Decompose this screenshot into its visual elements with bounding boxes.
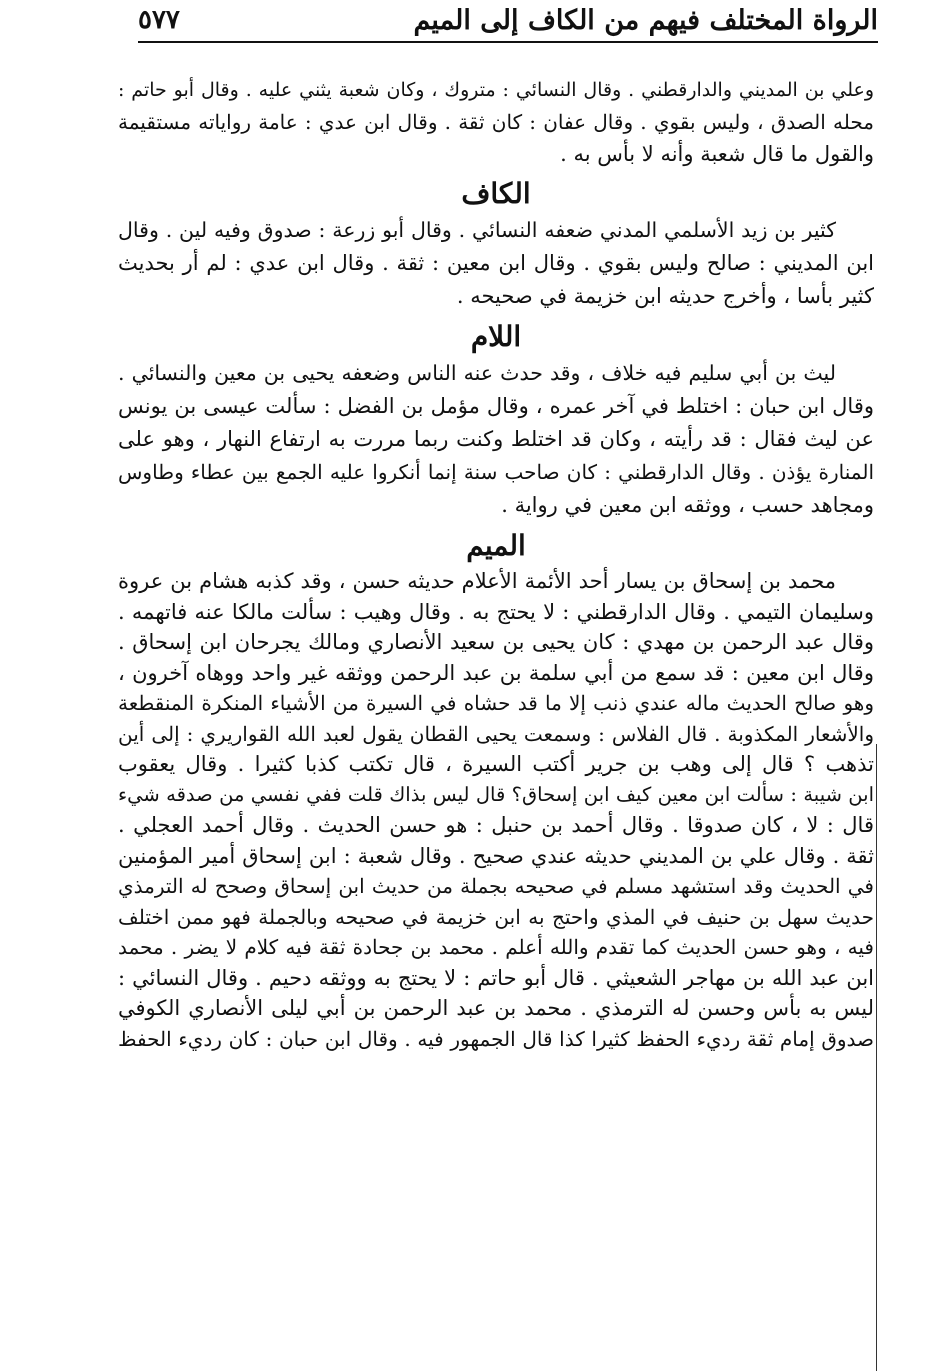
text-line: وعلي بن المديني والدارقطني . وقال النسائي : متروك ، وكان شعبة يثني عليه . وقال أبو حاتم : (118, 79, 874, 101)
text-line: حديث سهل بن حنيف في المذي واحتج به ابن خزيمة في صحيحه وبالجملة فهو ممن اختلف (118, 904, 874, 929)
text-line: ثقة . وقال علي بن المديني حديثه عندي صحيح . وقال شعبة : ابن إسحاق أمير المؤمنين (118, 843, 874, 868)
text-line: محله الصدق ، وليس بقوي . وقال عفان : كان ثقة . وقال ابن عدي : عامة رواياته مستقيمة (118, 110, 874, 134)
intro-paragraph (118, 74, 874, 170)
page-number: ٥٧٧ (138, 5, 180, 35)
section-heading-lam: اللام (470, 320, 522, 353)
text-line: تذهب ؟ قال إلى وهب بن جرير أكتب السيرة ، قال تكتب كذبا كثيرا . وقال يعقوب (118, 752, 874, 776)
text-line: محمد بن إسحاق بن يسار أحد الأئمة الأعلام حديثه حسن ، وقد كذبه هشام بن عروة (118, 569, 836, 593)
text-line: عن ليث فقال : قد رأيته ، وكان قد اختلط وكنت ربما مررت به ارتفاع النهار ، وهو على (118, 427, 874, 451)
running-title: الرواة المختلف فيهم من الكاف إلى الميم (413, 4, 878, 36)
section-heading-mim: الميم (466, 529, 526, 562)
text-line: ابن شيبة : سألت ابن معين كيف ابن إسحاق؟ قال ليس بذاك قلت ففي نفسي من صدقه شيء (118, 782, 874, 806)
text-line: ابن عبد الله بن مهاجر الشعيثي . قال أبو حاتم : لا يحتج به ووثقه دحيم . وقال النسائي : (118, 965, 874, 990)
running-header (138, 0, 878, 40)
margin-rule (876, 744, 877, 1371)
header-rule (138, 41, 878, 43)
text-line: كثير بأسا ، وأخرج حديثه ابن خزيمة في صحيحه . (456, 284, 874, 308)
text-line: وقال ابن معين : قد سمع من أبي سلمة بن عبد الرحمن ووثقه غير واحد ووهاه آخرون ، (118, 660, 874, 685)
section-mim (118, 526, 874, 1054)
text-line: فيه ، وهو حسن الحديث كما تقدم والله أعلم . محمد بن جحادة ثقة فيه كلام لا يضر . محمد (118, 935, 874, 959)
section-lam (118, 317, 874, 522)
text-line: ومجاهد حسب ، ووثقه ابن معين في رواية . (501, 493, 874, 517)
text-line: ابن المديني : صالح وليس بقوي . وقال ابن معين : ثقة . وقال ابن عدي : لم أر بحديث (118, 251, 874, 275)
text-line: والأشعار المكذوبة . قال الفلاس : وسمعت يحيى القطان يقول لعبد الله القواريري : إلى أين (118, 721, 874, 746)
text-line: المنارة يؤذن . وقال الدارقطني : كان صاحب سنة إنما أنكروا عليه الجمع بين عطاء وطاوس (118, 460, 874, 484)
section-heading-kaf: الكاف (461, 177, 531, 210)
text-line: وقال عبد الرحمن بن مهدي : كان يحيى بن سعيد الأنصاري ومالك يجرحان ابن إسحاق . (118, 630, 874, 654)
text-line: صدوق إمام ثقة رديء الحفظ كثيرا كذا قال الجمهور فيه . وقال ابن حبان : كان رديء الحفظ (118, 1026, 874, 1051)
text-line: ليس به بأس وحسن له الترمذي . محمد بن عبد الرحمن بن أبي ليلى الأنصاري الكوفي (118, 996, 874, 1020)
text-line: قال : لا ، كان صدوقا . وقال أحمد بن حنبل : هو حسن الحديث . وقال أحمد العجلي . (118, 813, 874, 837)
section-kaf (118, 174, 874, 313)
text-line: وهو صالح الحديث ماله عندي ذنب إلا ما قد حشاه في السيرة من الأشياء المنكرة المنقطعة (118, 691, 874, 715)
text-line: كثير بن زيد الأسلمي المدني ضعفه النسائي . وقال أبو زرعة : صدوق وفيه لين . وقال (118, 218, 836, 242)
text-line: ليث بن أبي سليم فيه خلاف ، وقد حدث عنه الناس وضعفه يحيى بن معين والنسائي . (118, 361, 836, 385)
text-line: في الحديث وقد استشهد مسلم في صحيحه بجملة من حديث ابن إسحاق وصحح له الترمذي (118, 874, 874, 898)
text-line: وسليمان التيمي . وقال الدارقطني : لا يحتج به . وقال وهيب : سألت مالكا عنه فاتهمه . (118, 599, 874, 624)
page-body (118, 74, 874, 1054)
text-line: والقول ما قال شعبة وأنه لا بأس به . (560, 142, 874, 166)
text-line: وقال ابن حبان : اختلط في آخر عمره ، وقال مؤمل بن الفضل : سألت عيسى بن يونس (118, 394, 874, 418)
